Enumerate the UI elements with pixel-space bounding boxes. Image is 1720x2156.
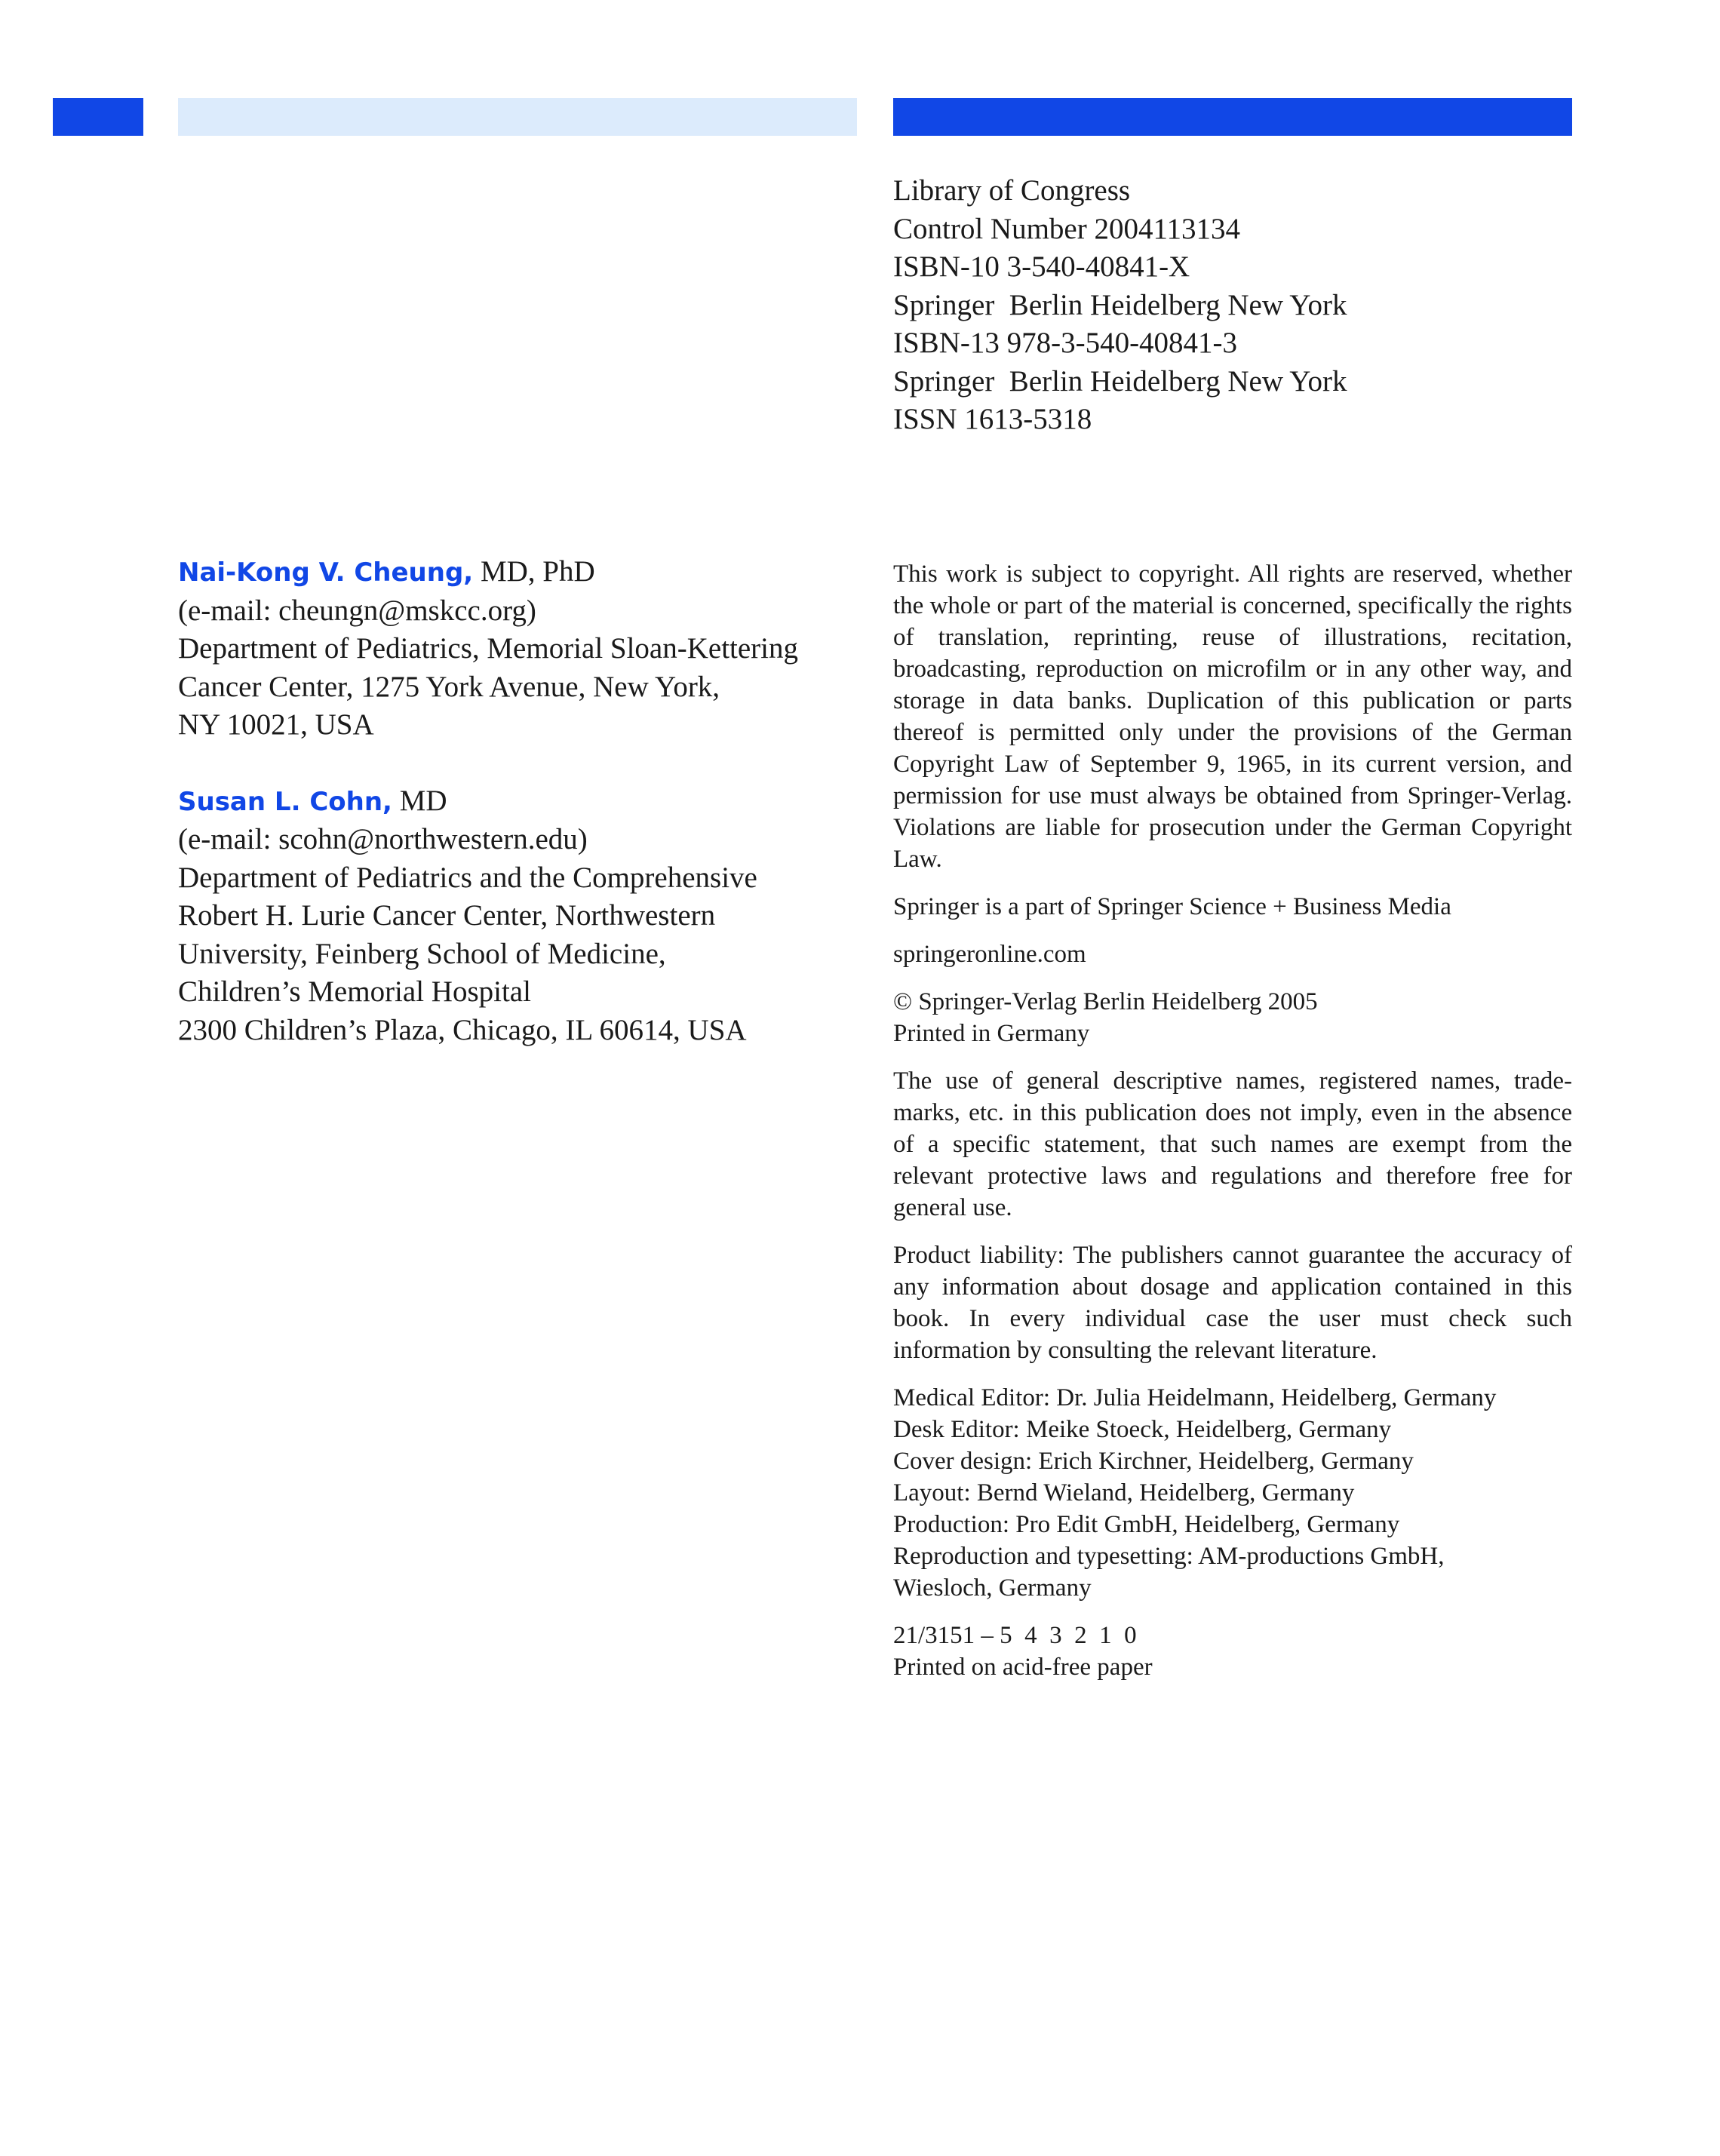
author-address-line: 2300 Children’s Plaza, Chicago, IL 60614, USA [178,1013,747,1046]
author-address-line: (e-mail: scohn@northwestern.edu) [178,823,588,855]
library-line: Springer Berlin Heidelberg New York [893,364,1347,398]
header-accent-bar-right [893,98,1572,136]
print-code: 21/3151 – 5 4 3 2 1 0 [893,1622,1137,1649]
author-address-line: Department of Pediatrics, Memorial Sloan-Kettering [178,632,799,665]
copyright-line: © Springer-Verlag Berlin Heidelberg 2005 [893,988,1318,1015]
credit-line: Medical Editor: Dr. Julia Heidelmann, Heidelberg, Germany [893,1384,1497,1411]
printed-in-line: Printed in Germany [893,1020,1090,1047]
library-line: ISSN 1613-5318 [893,403,1092,435]
author-address-line: (e-mail: cheungn@mskcc.org) [178,594,536,627]
copyright-notice: This work is subject to copyright. All rights are reserved, whether the whole or part of the material is concerned, specifically the rights of translation, reprinting, reuse of illustrations, recitation, broadcasting, reproduction on microfilm or in any other way, and storage in data banks. Duplication of this publication or parts thereof is permitted only under the provisions of the German Copyright Law of September 9, 1965, in its current version, and permission for use must always be obtained from Springer-Verlag. Violations are liable for prosecution under the German Copyright Law. [893,560,1572,873]
liability-notice: Product liability: The publishers cannot guarantee the accuracy of any information about dosage and application contained in this book. In every individual case the user must check such information by consulting the relevant literature. [893,1242,1572,1364]
website-link: springeronline.com [893,941,1086,968]
library-line: Library of Congress [893,174,1131,207]
library-of-congress-block [893,172,1572,439]
author-address-line: Department of Pediatrics and the Comprehensive [178,861,757,894]
author-address-line: Children’s Memorial Hospital [178,975,531,1008]
credits-list [893,1382,1572,1604]
author-address-line: Robert H. Lurie Cancer Center, Northwestern [178,899,716,932]
credit-line: Layout: Bernd Wieland, Heidelberg, Germany [893,1479,1355,1506]
author-address-line: NY 10021, USA [178,708,374,741]
rights-block [893,558,1572,1699]
credit-line: Reproduction and typesetting: AM-productions GmbH, [893,1543,1445,1570]
credit-line: Production: Pro Edit GmbH, Heidelberg, Germany [893,1511,1400,1538]
author-address-line: Cancer Center, 1275 York Avenue, New York, [178,670,720,703]
author-entry [178,782,857,1050]
credit-line: Cover design: Erich Kirchner, Heidelberg, Germany [893,1448,1414,1475]
paper-note: Printed on acid-free paper [893,1654,1153,1681]
library-line: ISBN-13 978-3-540-40841-3 [893,327,1238,359]
author-entry [178,553,857,745]
header-accent-bar-left [53,98,143,136]
author-name: Susan L. Cohn, [178,786,392,817]
trademark-notice: The use of general descriptive names, registered names, trademarks, etc. in this publication does not imply, even in the absence of a specific statement, that such names are exempt from the relevant protective laws and regulations and therefore free for general use. [893,1067,1572,1221]
springer-part-note: Springer is a part of Springer Science + Business Media [893,893,1451,920]
author-degrees: MD, PhD [473,555,595,588]
author-name: Nai-Kong V. Cheung, [178,557,474,588]
library-line: Control Number 2004113134 [893,212,1241,245]
library-line: ISBN-10 3-540-40841-X [893,250,1190,283]
author-address-line: University, Feinberg School of Medicine, [178,937,666,970]
credit-line: Desk Editor: Meike Stoeck, Heidelberg, Germany [893,1416,1392,1443]
library-line: Springer Berlin Heidelberg New York [893,288,1347,321]
credit-line: Wiesloch, Germany [893,1574,1092,1602]
author-degrees: MD [392,784,447,817]
authors-block [178,553,857,1087]
header-accent-bar-middle [178,98,857,136]
